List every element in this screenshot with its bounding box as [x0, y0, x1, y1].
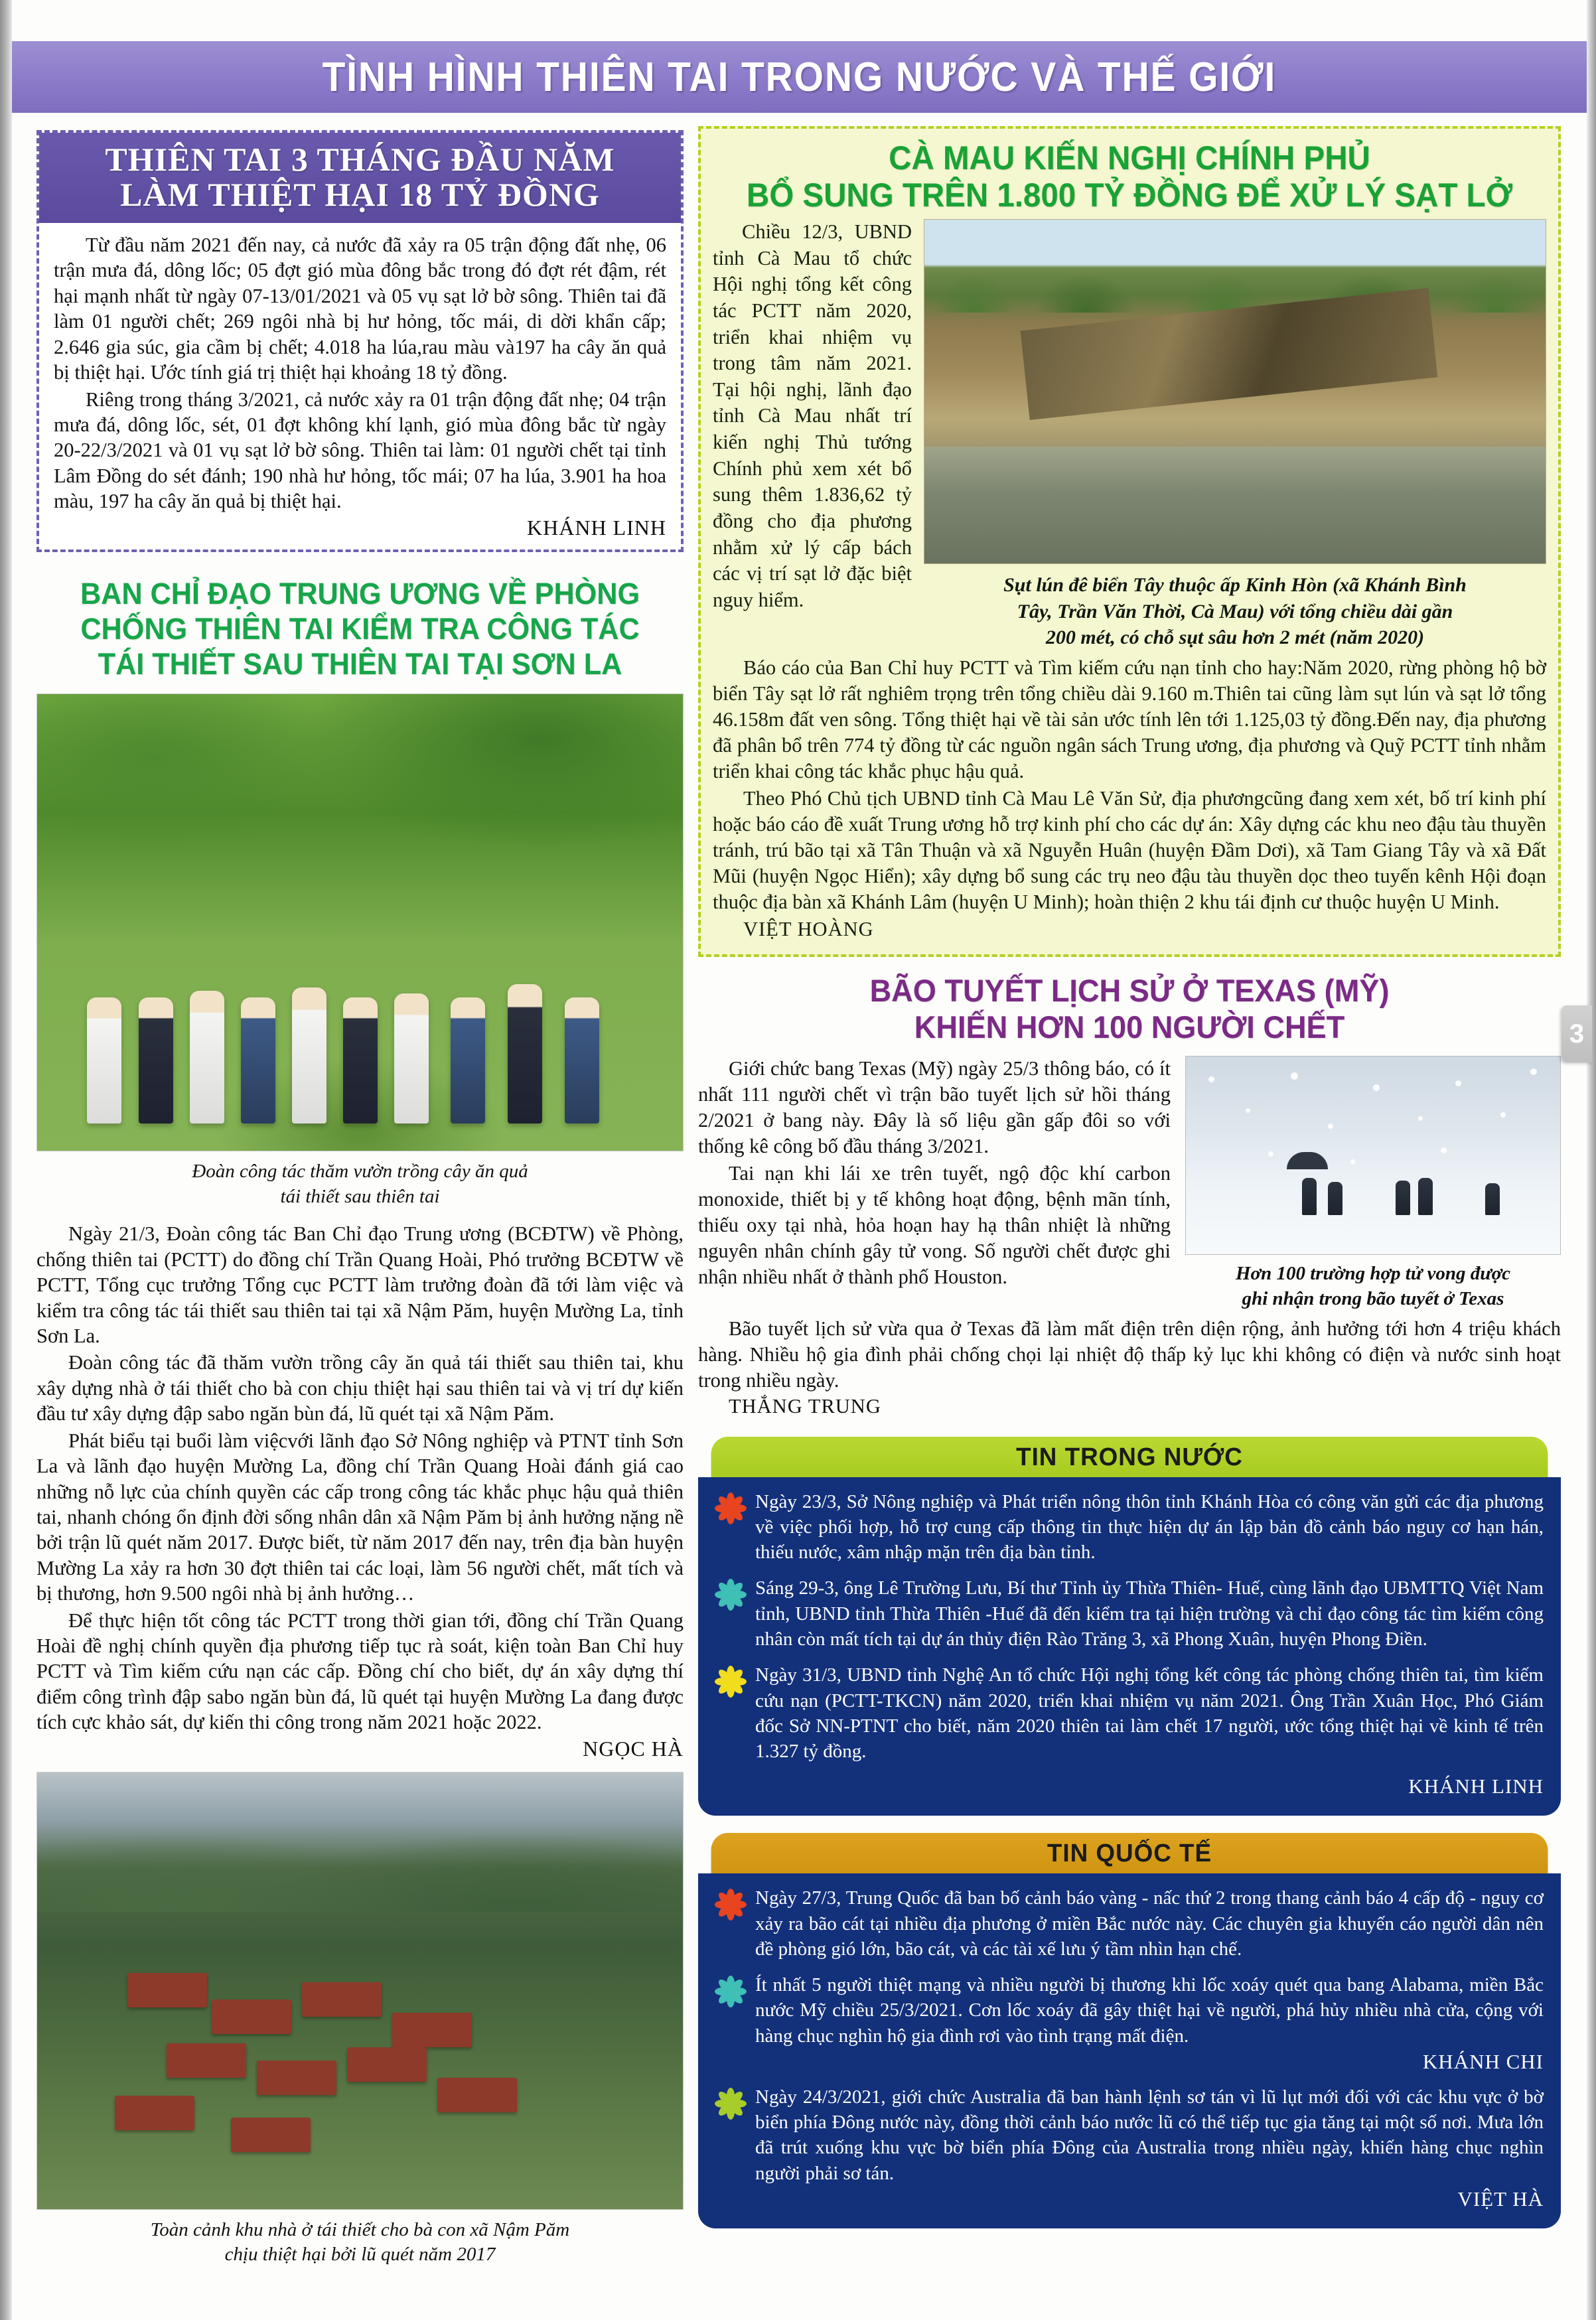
texas-headline-line1: BÃO TUYẾT LỊCH SỬ Ở TEXAS (MỸ)	[869, 973, 1390, 1009]
photo-dyke-caption-line3: 200 mét, có chỗ sụt sâu hơn 2 mét (năm 2020)	[1045, 626, 1425, 649]
camau-byline: VIỆT HOÀNG	[743, 918, 874, 941]
news-item-text: Ít nhất 5 người thiệt mạng và nhiều người bị thương khi lốc xoáy quét qua bang Alabama, miền Bắc nước Mỹ chiều 25/3/2021. Cơn lốc xoáy đã gây thiệt hại về người, phá hủy nhiều nhà cửa, cộng với hàng chục nghìn hộ gia đình rơi vào tình trạng mất điện.	[755, 1974, 1544, 2047]
flower-icon	[715, 1976, 746, 2007]
photo-orchard-caption-line2: tái thiết sau thiên tai	[280, 1185, 440, 1207]
photo-texas-caption-line2: ghi nhận trong bão tuyết ở Texas	[1242, 1287, 1504, 1309]
photo-village-caption-line2: chịu thiệt hại bởi lũ quét năm 2017	[224, 2244, 496, 2266]
article2-paragraph-1: Ngày 21/3, Đoàn công tác Ban Chỉ đạo Trung ương (BCĐTW) về Phòng, chống thiên tai (PCTT) do đồng chí Trần Quang Hoài, Phó trưởng BCĐTW về PCTT, Tổng cục trưởng Tổng cục PCTT làm trưởng đoàn đã tới làm việc và kiểm tra công tác tái thiết sau thiên tai tại xã Nậm Păm, huyện Mường La, tỉnh Sơn La.	[36, 1222, 684, 1347]
page-left-edge	[0, 0, 12, 2320]
camau-lead-column	[713, 219, 912, 651]
texas-tail	[698, 1316, 1561, 1419]
texas-photo-column	[1185, 1056, 1561, 1311]
news-item	[715, 1885, 1544, 1962]
texas-paragraph-2: Tai nạn khi lái xe trên tuyết, ngộ độc khí carbon monoxide, thiết bị y tế không hoạt động, bệnh mãn tính, thiếu oxy tại nhà, hỏa hoạn hay hạ thân nhiệt là những nguyên nhân chính gây tử vong. Số người chết được ghi nhận nhiều nhất ở thành phố Houston.	[698, 1162, 1171, 1289]
article1-byline: KHÁNH LINH	[527, 515, 666, 540]
news-item	[715, 1575, 1544, 1652]
article1-headline-line1: THIÊN TAI 3 THÁNG ĐẦU NĂM	[105, 141, 615, 178]
masthead-banner	[12, 41, 1587, 113]
texas-headline-line2: KHIẾN HƠN 100 NGƯỜI CHẾT	[914, 1009, 1345, 1045]
news-item-text: Ngày 27/3, Trung Quốc đã ban bố cảnh báo vàng - nấc thứ 2 trong thang cảnh báo 4 cấp độ - nguy cơ xảy ra bão cát tại nhiều địa phương ở miền Bắc nước này. Các chuyên gia khuyến cáo người dân nên đề phòng gió lớn, bão cát, và các tài xế lưu ý tầm nhìn hạn chế.	[755, 1887, 1544, 1960]
photo-texas-caption	[1185, 1262, 1561, 1311]
camau-body	[701, 651, 1558, 942]
photo-dyke-treeline	[924, 257, 1546, 313]
tin-quoc-te-byline-viet-ha: VIỆT HÀ	[1457, 2187, 1544, 2211]
flower-icon	[715, 2088, 746, 2119]
camau-paragraph-2: Theo Phó Chủ tịch UBND tỉnh Cà Mau Lê Văn Sử, địa phươngcũng đang xem xét, bố trí kinh phí hoặc báo cáo đề xuất Trung ương hỗ trợ kinh phí cho các dự án: Xây dựng các khu neo đậu tàu thuyền tránh, trú bão tại xã Tân Thuận và xã Nguyễn Huân (huyện Đầm Dơi), xã Tam Giang Tây và xã Đất Mũi (huyện Ngọc Hiển); xây dựng bổ sung các trụ neo đậu tàu thuyền dọc theo tuyến kênh Hội đoạn thuộc địa bàn xã Khánh Lâm (huyện U Minh); hoàn thiện 2 khu tái định cư thuộc huyện U Minh.	[713, 786, 1546, 914]
tin-quoc-te-body	[698, 1873, 1561, 2228]
news-item	[715, 1489, 1544, 1565]
photo-village-reconstruction	[36, 1772, 684, 2210]
camau-lead-row	[701, 219, 1558, 651]
camau-headline-line2: BỔ SUNG TRÊN 1.800 TỶ ĐỒNG ĐỂ XỬ LÝ SẠT LỞ	[746, 177, 1513, 214]
left-column	[36, 130, 684, 2280]
photo-texas-snowstorm	[1185, 1056, 1561, 1255]
article2-paragraph-3: Phát biểu tại buổi làm việcvới lãnh đạo Sở Nông nghiệp và PTNT tỉnh Sơn La và lãnh đạo huyện Mường La, đồng chí Trần Quang Hoài đánh giá cao những nỗ lực của chính quyền các cấp trong công tác khắc phục hậu quả thiên tai, nhanh chóng ổn định đời sống nhân dân xã Nậm Păm bị ảnh hưởng nặng nề bởi trận lũ quét năm 2017. Được biết, từ năm 2017 đến nay, trên địa bàn huyện Mường La xảy ra hơn 30 đợt thiên tai các loại, làm 56 người chết, mất tích và bị thương, hơn 9.500 ngôi nhà bị ảnh hưởng…	[36, 1429, 684, 1605]
flower-icon	[715, 1666, 746, 1697]
photo-orchard-caption-line1: Đoàn công tác thăm vườn trồng cây ăn quả	[192, 1160, 528, 1182]
news-item	[715, 1662, 1544, 1764]
page-right-edge	[1587, 0, 1596, 2320]
news-item-text: Ngày 23/3, Sở Nông nghiệp và Phát triển nông thôn tỉnh Khánh Hòa có công văn gửi các địa phương về việc phối hợp, hỗ trợ cung cấp thông tin thực hiện dự án lập bản đồ cảnh báo nguy cơ hạn hán, thiếu nước, xâm nhập mặn trên địa bàn tỉnh.	[755, 1490, 1544, 1563]
news-item-text: Ngày 24/3/2021, giới chức Australia đã ban hành lệnh sơ tán vì lũ lụt mới đối với các khu vực ở bờ biển phía Đông nước này, đồng thời cảnh báo nước lũ có thể tiếp tục gia tăng tại một số nơi. Mưa lớn đã trút xuống khu vực bờ biển phía Đông của Australia trong nhiều ngày, khiến hàng chục nghìn người phải sơ tán.	[755, 2086, 1544, 2184]
article2-paragraph-4: Để thực hiện tốt công tác PCTT trong thời gian tới, đồng chí Trần Quang Hoài đề nghị chính quyền địa phương tiếp tục rà soát, kiện toàn Ban Chỉ huy PCTT và Tìm kiếm cứu nạn các cấp. Đồng chí cho biết, dự án xây dựng thí điểm công trình đập sabo ngăn bùn đá, lũ quét tại huyện Mường La đang được tích cực khảo sát, dự kiến thi công trong năm 2021 hoặc 2022.	[36, 1609, 684, 1734]
news-item-text: Ngày 31/3, UBND tỉnh Nghệ An tổ chức Hội nghị tổng kết công tác phòng chống thiên tai, tìm kiếm cứu nạn (PCTT-TKCN) năm 2020, triển khai nhiệm vụ năm 2021. Ông Trần Xuân Học, Phó Giám đốc Sở NN-PTNT cho biết, năm 2020 thiên tai làm chết 17 người, ước tổng thiệt hại về kinh tế trên 1.327 tỷ đồng.	[755, 1664, 1544, 1763]
news-item-text: Sáng 29-3, ông Lê Trường Lưu, Bí thư Tỉnh ủy Thừa Thiên- Huế, cùng lãnh đạo UBMTTQ Việt Nam tỉnh, UBND tỉnh Thừa Thiên -Huế đã đến kiểm tra tại hiện trường và chỉ đạo công tác tìm kiếm công nhân còn mất tích tại dự án thủy điện Rào Trăng 3, xã Phong Xuân, huyện Phong Điền.	[755, 1577, 1544, 1650]
article2-headline	[50, 576, 671, 682]
news-item	[715, 1972, 1544, 2074]
page-number-tab: 3	[1561, 1005, 1592, 1062]
texas-tail-paragraph: Bão tuyết lịch sử vừa qua ở Texas đã làm mất điện trên diện rộng, ảnh hưởng tới hơn 4 triệu khách hàng. Nhiều hộ gia đình phải chống chọi lại nhiệt độ thấp kỷ lục khi không có điện và nước sinh hoạt trong nhiều ngày.	[698, 1317, 1561, 1392]
flower-icon	[715, 1579, 746, 1610]
news-item	[715, 2084, 1544, 2211]
photo-village-caption-line1: Toàn cảnh khu nhà ở tái thiết cho bà con xã Nậm Păm	[150, 2218, 570, 2240]
photo-dyke-caption-line2: Tây, Trần Văn Thời, Cà Mau) với tổng chiều dài gần	[1017, 600, 1453, 622]
photo-texas-caption-line1: Hơn 100 trường hợp tử vong được	[1235, 1263, 1511, 1285]
article2-headline-line2: CHỐNG THIÊN TAI KIỂM TRA CÔNG TÁC	[80, 611, 640, 646]
photo-dyke-caption-line1: Sụt lún đê biển Tây thuộc ấp Kinh Hòn (xã Khánh Bình	[1003, 574, 1467, 596]
tin-quoc-te-byline-khanh-chi: KHÁNH CHI	[1422, 2049, 1544, 2073]
texas-paragraph-1: Giới chức bang Texas (Mỹ) ngày 25/3 thông báo, có ít nhất 111 người chết vì trận bão tuyết lịch sử hồi tháng 2/2021 ở bang này. Đây là số liệu gần gấp đôi so với thống kê công bố đầu tháng 3/2021.	[698, 1057, 1171, 1158]
article2-headline-line1: BAN CHỈ ĐẠO TRUNG ƯƠNG VỀ PHÒNG	[80, 576, 640, 611]
article1-body	[39, 223, 681, 540]
flower-icon	[715, 1493, 746, 1524]
photo-dyke-water	[924, 447, 1546, 563]
camau-photo-column	[924, 219, 1546, 651]
article2-headline-line3: TÁI THIẾT SAU THIÊN TAI TẠI SƠN LA	[98, 646, 622, 681]
texas-top-row	[698, 1056, 1561, 1311]
masthead-title: TÌNH HÌNH THIÊN TAI TRONG NƯỚC VÀ THẾ GIỚI	[322, 54, 1277, 100]
right-column	[698, 126, 1561, 2228]
article2-byline: NGỌC HÀ	[583, 1736, 684, 1761]
article-ca-mau	[698, 126, 1561, 957]
camau-headline-line1: CÀ MAU KIẾN NGHỊ CHÍNH PHỦ	[889, 139, 1370, 177]
texas-text-column	[698, 1056, 1171, 1311]
photo-village-caption	[36, 2218, 684, 2268]
tin-trong-nuoc-band: TIN TRONG NƯỚC	[711, 1437, 1548, 1477]
article1-paragraph-2: Riêng trong tháng 3/2021, cả nước xảy ra 01 trận động đất nhẹ; 04 trận mưa đá, dông lốc, sét, 01 đợt không khí lạnh, gió mùa đông bắc từ ngày 20-22/3/2021 và 01 vụ sạt lở bờ sông. Thiên tai làm: 01 người chết tại tỉnh Lâm Đồng do sét đánh; 190 nhà hư hỏng, tốc mái; 07 ha lúa, 3.901 ha hoa màu, 197 ha cây ăn quả bị thiệt hại.	[54, 388, 666, 513]
texas-headline	[698, 973, 1561, 1045]
article2-paragraph-2: Đoàn công tác đã thăm vườn trồng cây ăn quả tái thiết sau thiên tai, khu xây dựng nhà ở tái thiết cho bà con chịu thiệt hại sau thiên tai và vị trí dự kiến đầu tư xây dựng đập sabo ngăn bùn đá, lũ quét tại xã Nậm Păm.	[36, 1351, 684, 1425]
camau-headline	[701, 129, 1558, 219]
flower-icon	[715, 1889, 746, 1920]
article-thien-tai-3-thang	[36, 130, 684, 552]
photo-orchard-people	[76, 932, 644, 1124]
camau-lead-paragraph: Chiều 12/3, UBND tỉnh Cà Mau tổ chức Hội nghị tổng kết công tác PCTT năm 2020, triển khai nhiệm vụ trong tâm năm 2021. Tại hội nghị, lãnh đạo tỉnh Cà Mau nhất trí kiến nghị Thủ tướng Chính phủ xem xét bổ sung thêm 1.836,62 tỷ đồng cho địa phương nhằm xử lý cấp bách các vị trí sạt lở đặc biệt nguy hiểm.	[713, 220, 912, 611]
tin-trong-nuoc-byline: KHÁNH LINH	[1408, 1775, 1544, 1798]
tin-trong-nuoc-body	[698, 1477, 1561, 1816]
photo-orchard-delegation	[36, 693, 684, 1151]
article1-headline-line2: LÀM THIỆT HẠI 18 TỶ ĐỒNG	[120, 176, 600, 213]
photo-orchard-caption	[36, 1159, 684, 1209]
article1-paragraph-1: Từ đầu năm 2021 đến nay, cả nước đã xảy ra 05 trận động đất nhẹ, 06 trận mưa đá, dông lốc; 05 đợt gió mùa đông bắc trong đó đợt rét đậm, rét hại mạnh nhất từ ngày 07-13/01/2021 và 05 vụ sạt lở bờ sông. Thiên tai đã làm 01 người chết; 269 ngôi nhà bị hư hỏng, tốc mái, di dời khẩn cấp; 2.646 gia súc, gia cầm bị chết; 4.018 ha lúa,rau màu và197 ha cây ăn quả bị thiệt hại. Ước tính giá trị thiệt hại khoảng 18 tỷ đồng.	[54, 234, 666, 384]
photo-dyke-caption	[924, 572, 1546, 651]
texas-byline: THẮNG TRUNG	[729, 1394, 881, 1417]
photo-village-hills	[37, 1798, 683, 1912]
article1-headline	[39, 133, 681, 223]
photo-sea-dyke-subsidence	[924, 219, 1546, 564]
tin-quoc-te-band: TIN QUỐC TẾ	[711, 1833, 1548, 1873]
camau-paragraph-1: Báo cáo của Ban Chỉ huy PCTT và Tìm kiếm cứu nạn tỉnh cho hay:Năm 2020, rừng phòng hộ bờ biển Tây sạt lở rất nghiêm trọng trên tổng chiều dài 9.160 m.Thiên tai cũng làm sụt lún và sạt lở tổng 46.158m đất ven sông. Tổng thiệt hại về tài sản ước tính lên tới 1.125,03 tỷ đồng.Đến nay, địa phương đã phân bổ trên 774 tỷ đồng từ các nguồn ngân sách Trung ương, địa phương và Quỹ PCTT tỉnh nhằm triển khai công tác khắc phục hậu quả.	[713, 656, 1546, 782]
